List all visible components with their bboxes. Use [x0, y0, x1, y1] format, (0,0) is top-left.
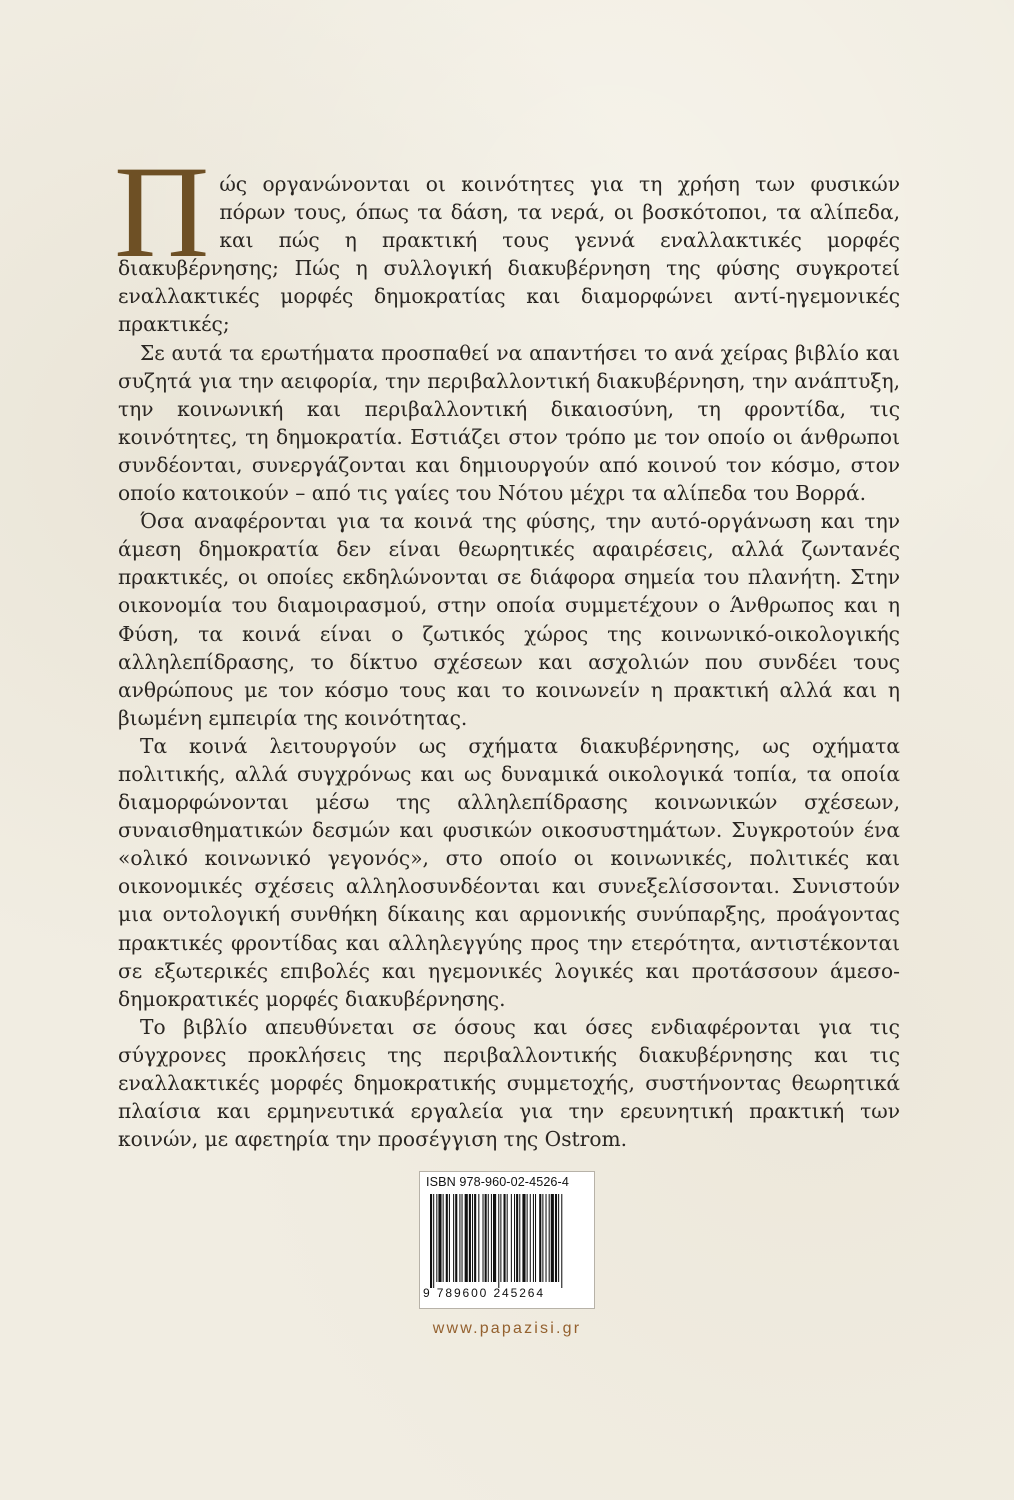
- paragraph-4: Τα κοινά λειτουργούν ως σχήματα διακυβέρνησης, ως οχήματα πολιτικής, αλλά συγχρόνως και ως δυναμικά οικολογικά τοπία, τα οποία διαμορφώνονται μέσω της αλληλεπίδρασης κοινωνικών σχέσεων, συναισθηματικών δεσμών και φυσικών οικοσυστημάτων. Συγκροτούν ένα «ολικό κοινωνικό γεγονός», στο οποίο οι κοινωνικές, πολιτικές και οικονομικές σχέσεις αλληλοσυνδέονται και συνεξελίσσονται. Συνιστούν μια οντολογική συνθήκη δίκαιης και αρμονικής συνύπαρξης, προάγοντας πρακτικές φροντίδας και αλληλεγγύης προς την ετερότητα, αντιστέκονται σε εξωτερικές επιβολές και ηγεμονικές λογικές και προτάσσουν άμεσο-δημοκρατικές μορφές διακυβέρνησης.: [118, 733, 900, 1011]
- barcode-icon: [426, 1194, 588, 1288]
- paragraph-1-text: ώς οργανώνονται οι κοινότητες για τη χρήση των φυσικών πόρων τους, όπως τα δάση, τα νερά, οι βοσκότοποι, τα αλίπεδα, και πώς η πρακτική τους γεννά εναλλακτικές μορφές διακυβέρνησης; Πώς η συλλογική διακυβέρνηση της φύσης συγκροτεί εναλλακτικές μορφές δημοκρατίας και διαμορφώνει αντί-ηγεμονικές πρακτικές;: [118, 172, 900, 337]
- barcode-digits: 9 789600 245264: [423, 1286, 545, 1300]
- paragraph-3: Όσα αναφέρονται για τα κοινά της φύσης, την αυτό-οργάνωση και την άμεση δημοκρατία δεν είναι θεωρητικές αφαιρέσεις, αλλά ζωντανές πρακτικές, οι οποίες εκδηλώνονται σε διάφορα σημεία του πλανήτη. Στην οικονομία του διαμοιρασμού, στην οποία συμμετέχουν ο Άνθρωπος και η Φύση, τα κοινά είναι ο ζωτικός χώρος της κοινωνικό-οικολογικής αλληλεπίδρασης, το δίκτυο σχέσεων και ασχολιών που συνδέει τους ανθρώπους με τον κόσμο τους και το κοινωνείν η πρακτική αλλά και η βιωμένη εμπειρία της κοινότητας.: [118, 509, 900, 730]
- paragraph-5: Το βιβλίο απευθύνεται σε όσους και όσες ενδιαφέρονται για τις σύγχρονες προκλήσεις της περιβαλλοντικής διακυβέρνησης και τις εναλλακτικές μορφές δημοκρατικής συμμετοχής, συστήνοντας θεωρητικά πλαίσια και ερμηνευτικά εργαλεία για την ερευνητική πρακτική των κοινών, με αφετηρία την προσέγγιση της Ostrom.: [118, 1014, 900, 1152]
- publisher-website: www.papazisi.gr: [432, 1320, 582, 1337]
- paragraph-1: [114, 138, 900, 339]
- isbn-label: ISBN 978-960-02-4526-4: [426, 1175, 569, 1189]
- drop-cap: Π: [114, 138, 210, 285]
- back-cover-text: [114, 138, 900, 1153]
- paragraph-2: Σε αυτά τα ερωτήματα προσπαθεί να απαντήσει το ανά χείρας βιβλίο και συζητά για την αειφορία, την περιβαλλοντική διακυβέρνηση, την ανάπτυξη, την κοινωνική και περιβαλλοντική δικαιοσύνη, τη φροντίδα, τις κοινότητες, τη δημοκρατία. Εστιάζει στον τρόπο με τον οποίο οι άνθρωποι συνδέονται, συνεργάζονται και δημιουργούν από κοινού τον κόσμο, στον οποίο κατοικούν – από τις γαίες του Νότου μέχρι τα αλίπεδα του Βορρά.: [118, 340, 900, 506]
- isbn-barcode-box: [419, 1171, 595, 1309]
